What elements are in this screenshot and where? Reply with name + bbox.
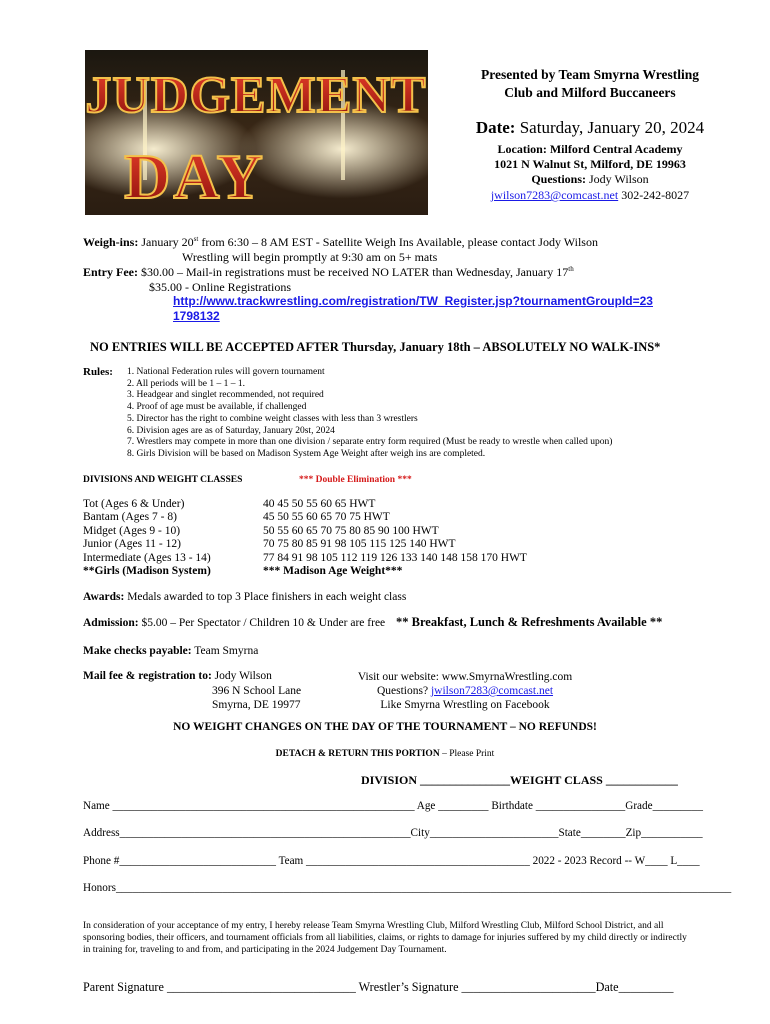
rule-item: 8. Girls Division will be based on Madison System Age Weight after weigh ins are completed. (127, 448, 486, 459)
divisions-heading: DIVISIONS AND WEIGHT CLASSES (83, 475, 243, 485)
division-label: DIVISION (361, 773, 418, 787)
admission-line (83, 617, 385, 629)
contact-line (440, 188, 740, 203)
checks-line (83, 645, 258, 657)
weight-class-label: WEIGHT CLASS (510, 773, 603, 787)
name-age-birthdate-grade-field[interactable]: Name ______________________________________________________ Age _________ Birthdate ________________Grade_________ (83, 800, 703, 812)
questions-contact (440, 172, 740, 187)
presented-by-line1: Presented by Team Smyrna Wrestling (480, 67, 700, 82)
awards-line (83, 591, 406, 603)
entry-fee-mail: $30.00 – Mail-in registrations must be received NO LATER than Wednesday, January 17 (140, 265, 569, 279)
waiver-text: In consideration of your acceptance of my entry, I hereby release Team Smyrna Wrestling Club, Milford Wrestling Club, Milford School District, and all sponsoring bodies, their officers, and tournament officials from all liabilities, claims, or rights to damage for injuries suffered by my child directly or indirectly in training for, traveling to and from, and participating in the 2024 Judgement Day Tournament. (83, 921, 687, 956)
division-weight-classes: *** Madison Age Weight*** (263, 565, 403, 578)
awards-text: Medals awarded to top 3 Place finishers in each weight class (127, 591, 407, 603)
weight-class-field[interactable]: ____________ (605, 773, 678, 787)
admission-text: $5.00 – Per Spectator / Children 10 & Under are free (141, 617, 386, 629)
no-entries-notice: NO ENTRIES WILL BE ACCEPTED AFTER Thursday, January 18th – ABSOLUTELY NO WALK-INS* (90, 340, 661, 354)
wrestling-start: Wrestling will begin promptly at 9:30 am on 5+ mats (182, 250, 438, 264)
entry-fee-sup: th (568, 265, 574, 273)
admission-label: Admission: (83, 617, 139, 629)
division-weight-classes: 40 45 50 55 60 65 HWT (263, 498, 376, 510)
footer-questions (355, 684, 575, 698)
detach-line (0, 749, 770, 759)
honors-field[interactable]: Honors______________________________________________________________________________________________________________ (83, 882, 732, 894)
registration-url-line2[interactable]: 1798132 (173, 309, 220, 323)
food-available: ** Breakfast, Lunch & Refreshments Available ** (396, 615, 663, 629)
division-weight-classes: 70 75 80 85 91 98 105 115 125 140 HWT (263, 538, 456, 551)
event-date (440, 118, 740, 138)
entry-fee-online: $35.00 - Online Registrations (149, 280, 291, 294)
rule-item: 7. Wrestlers may compete in more than one division / separate entry form required (Must be ready to wrestle when called upon) (127, 437, 613, 448)
rule-item: 5. Director has the right to combine weight classes with less than 3 wrestlers (127, 413, 418, 424)
mail-name: Jody Wilson (214, 670, 272, 682)
rules-label: Rules: (83, 366, 113, 378)
registration-url-line1[interactable]: http://www.trackwrestling.com/registration/TW_Register.jsp?tournamentGroupId=23 (173, 294, 653, 308)
footer-email-link[interactable]: jwilson7283@comcast.net (430, 685, 554, 697)
detach-bold: DETACH & RETURN THIS PORTION (275, 749, 440, 759)
mail-street: 396 N School Lane (212, 685, 302, 697)
header-email-link[interactable]: jwilson7283@comcast.net (490, 188, 619, 202)
division-name: Intermediate (Ages 13 - 14) (83, 551, 211, 564)
questions-name: Jody Wilson (589, 172, 649, 186)
presented-by-line2: Club and Milford Buccaneers (504, 85, 676, 100)
division-name: Bantam (Ages 7 - 8) (83, 511, 177, 524)
checks-label: Make checks payable: (83, 645, 192, 657)
weighins-sup: st (193, 235, 199, 243)
division-weight-classes: 77 84 91 98 105 112 119 126 133 140 148 158 170 HWT (263, 551, 527, 564)
judgement-day-logo (85, 50, 428, 215)
weighins-date: January 20 (141, 235, 194, 249)
logo-word-judgement: JUDGEMENT (85, 67, 427, 124)
rule-item: 3. Headgear and singlet recommended, not required (127, 390, 324, 401)
weighins-text: from 6:30 – 8 AM EST - Satellite Weigh Ins Available, please contact Jody Wilson (201, 235, 598, 249)
division-weight-classes: 50 55 60 65 70 75 80 85 90 100 HWT (263, 524, 439, 537)
checks-text: Team Smyrna (194, 645, 259, 657)
entry-fee-label: Entry Fee: (83, 265, 138, 279)
rule-item: 4. Proof of age must be available, if challenged (127, 402, 307, 413)
division-weight-classes: 45 50 55 60 65 70 75 HWT (263, 511, 390, 524)
footer-questions-label: Questions? (376, 685, 429, 697)
date-label: Date: (475, 118, 516, 137)
division-field[interactable]: _______________ (420, 773, 511, 787)
division-name: **Girls (Madison System) (83, 565, 211, 578)
address-city-state-zip-field[interactable]: Address____________________________________________________City_______________________State________Zip___________ (83, 827, 703, 839)
division-name: Junior (Ages 11 - 12) (83, 538, 181, 551)
rule-item: 6. Division ages are as of Saturday, January 20st, 2024 (127, 425, 335, 436)
questions-label: Questions: (531, 172, 587, 186)
rule-item: 1. National Federation rules will govern tournament (127, 367, 325, 377)
no-weight-changes: NO WEIGHT CHANGES ON THE DAY OF THE TOURNAMENT – NO REFUNDS! (173, 721, 597, 733)
date-value: Saturday, January 20, 2024 (519, 118, 705, 137)
weighins-label: Weigh-ins: (83, 235, 139, 249)
mail-label: Mail fee & registration to: (83, 670, 212, 682)
division-names (83, 498, 211, 578)
mail-line (83, 670, 272, 682)
entry-fee-line (83, 265, 574, 280)
phone-team-record-field[interactable]: Phone #____________________________ Team ________________________________________ 2022 - 2023 Record -- W____ L____ (83, 855, 700, 867)
logo-word-day: DAY (124, 141, 266, 212)
website-text: Visit our website: www.SmyrnaWrestling.com (357, 671, 573, 683)
division-weights (263, 498, 527, 578)
facebook-text: Like Smyrna Wrestling on Facebook (380, 699, 550, 711)
rules-list (127, 367, 612, 461)
awards-label: Awards: (83, 591, 125, 603)
division-weight-line (361, 773, 678, 788)
double-elimination: *** Double Elimination *** (299, 475, 412, 485)
location: Location: Milford Central Academy (497, 142, 683, 156)
detach-rest: – Please Print (442, 749, 495, 759)
mail-city: Smyrna, DE 19977 (212, 699, 301, 711)
weighins-line (83, 235, 598, 250)
signature-line[interactable]: Parent Signature _______________________________ Wrestler’s Signature ______________________Date_________ (83, 980, 674, 994)
venue-address: 1021 N Walnut St, Milford, DE 19963 (494, 157, 686, 171)
rule-item: 2. All periods will be 1 – 1 – 1. (127, 378, 245, 389)
header-phone: 302-242-8027 (621, 188, 690, 202)
division-name: Midget (Ages 9 - 10) (83, 524, 181, 537)
division-name: Tot (Ages 6 & Under) (83, 498, 185, 510)
